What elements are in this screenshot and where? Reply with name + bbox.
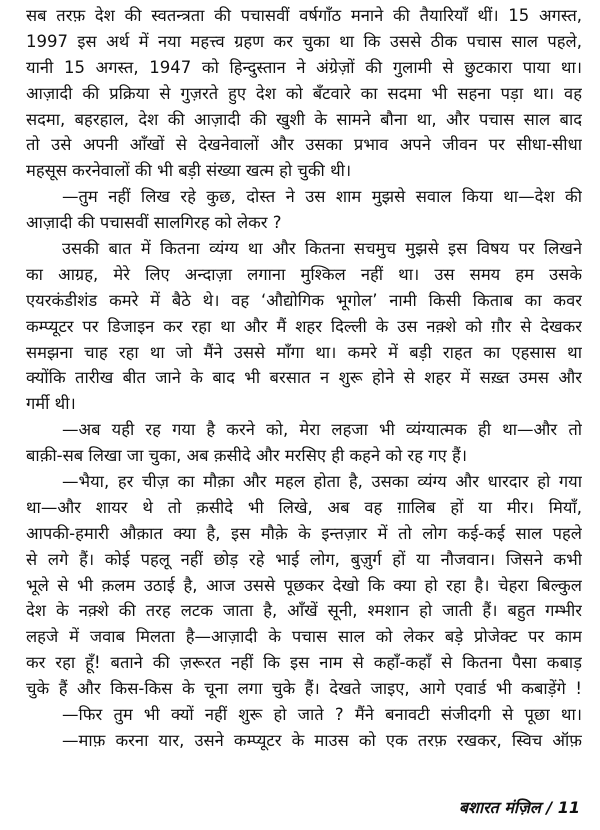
text-line: का आग्रह, मेरे लिए अन्दाज़ा लगाना मुश्किल नहीं था। उस समय हम उसके — [26, 264, 582, 284]
text-line: —भैया, हर चीज़ का मौक़ा और महल होता है, उसका व्यंग्य और धारदार हो गया — [62, 472, 582, 492]
text-line: आज़ादी की पचासवीं सालगिरह को लेकर ? — [26, 213, 282, 233]
text-line: आपकी-हमारी औक़ात क्या है, इस मौक़े के इन्तज़ार में तो लोग कई-कई साल पहले — [26, 523, 582, 543]
text-line: कम्प्यूटर पर डिजाइन कर रहा था और मैं शहर दिल्ली के उस नक़्शे को ग़ौर से देखकर — [26, 316, 582, 336]
text-line: —तुम नहीं लिख रहे कुछ, दोस्त ने उस शाम मुझसे सवाल किया था—देश की — [62, 187, 582, 207]
text-line: तो उसे अपनी आँखों से देखनेवालों और उसका प्रभाव अपने जीवन पर सीधा-सीधा — [26, 135, 582, 155]
text-line: एयरकंडीशंड कमरे में बैठे थे। वह ‘औद्योगिक भूगोल’ नामी किसी किताब का कवर — [26, 290, 582, 310]
text-line: यानी 15 अगस्त, 1947 को हिन्दुस्तान ने अंग्रेज़ों की गुलामी से छुटकारा पाया था। — [26, 57, 582, 77]
text-line: लहजे में जवाब मिलता है—आज़ादी के पचास साल को लेकर बड़े प्रोजेक्ट पर काम — [26, 627, 582, 647]
text-line: समझना चाह रहा था जो मैंने उससे माँगा था। कमरे में बड़ी राहत का एहसास था — [26, 342, 582, 362]
text-line: क्योंकि तारीख बीत जाने के बाद भी बरसात न शुरू होने से शहर में सख़्त उमस और — [26, 368, 582, 388]
text-line: —माफ़ करना यार, उसने कम्प्यूटर के माउस को एक तरफ़ रखकर, स्विच ऑफ़ — [62, 730, 582, 750]
text-line: भूले से भी क़लम उठाई है, आज उससे पूछकर देखो कि क्या हो रहा है। चेहरा बिल्कुल — [26, 575, 582, 595]
text-line: बाक़ी-सब लिखा जा चुका, अब क़सीदे और मरसिए ही कहने को रह गए हैं। — [26, 446, 467, 466]
text-line: सब तरफ़ देश की स्वतन्त्रता की पचासवीं वर्षगाँठ मनाने की तैयारियाँ थीं। 15 अगस्त, — [26, 6, 582, 25]
text-line: सदमा, बहरहाल, देश की आज़ादी की खुशी के सामने बौना था, और पचास साल बाद — [26, 109, 582, 129]
text-line: आज़ादी की प्रक्रिया से गुज़रते हुए देश को बँटवारे का सदमा भी सहना पड़ा था। वह — [26, 83, 582, 103]
page-footer: बशारत मंज़िल / 11 — [458, 798, 580, 817]
text-line: से लगे हैं। कोई पहलू नहीं छोड़ रहे भाई लोग, बुज़ुर्ग हों या नौजवान। जिसने कभी — [26, 549, 582, 569]
text-line: उसकी बात में कितना व्यंग्य था और कितना सचमुच मुझसे इस विषय पर लिखने — [62, 239, 582, 259]
text-line: कर रहा हूँ! बताने की ज़रूरत नहीं कि इस नाम से कहाँ-कहाँ से कितना पैसा कबाड़ — [26, 653, 582, 673]
text-line: देश के नक़्शे की तरह लटक जाता है, आँखें सूनी, श्मशान हो जाती हैं। बहुत गम्भीर — [26, 601, 582, 621]
page-body — [26, 3, 582, 754]
text-line: —अब यही रह गया है करने को, मेरा लहजा भी व्यंग्यात्मक ही था—और तो — [62, 420, 582, 440]
text-line: चुके हैं और किस-किस के चूना लगा चुके हैं। देखते जाइए, आगे एवार्ड भी कबाड़ेंगे ! — [26, 679, 582, 699]
text-line: महसूस करनेवालों की भी बड़ी संख्या खत्म हो चुकी थी। — [26, 161, 352, 181]
text-line: गर्मी थी। — [26, 394, 76, 414]
text-line: था—और शायर थे तो क़सीदे भी लिखे, अब वह ग़ालिब हों या मीर। मियाँ, — [26, 497, 582, 517]
text-line: —फिर तुम भी क्यों नहीं शुरू हो जाते ? मैंने बनावटी संजीदगी से पूछा था। — [62, 705, 582, 725]
text-line: 1997 इस अर्थ में नया महत्त्व ग्रहण कर चुका था कि उससे ठीक पचास साल पहले, — [26, 31, 582, 51]
